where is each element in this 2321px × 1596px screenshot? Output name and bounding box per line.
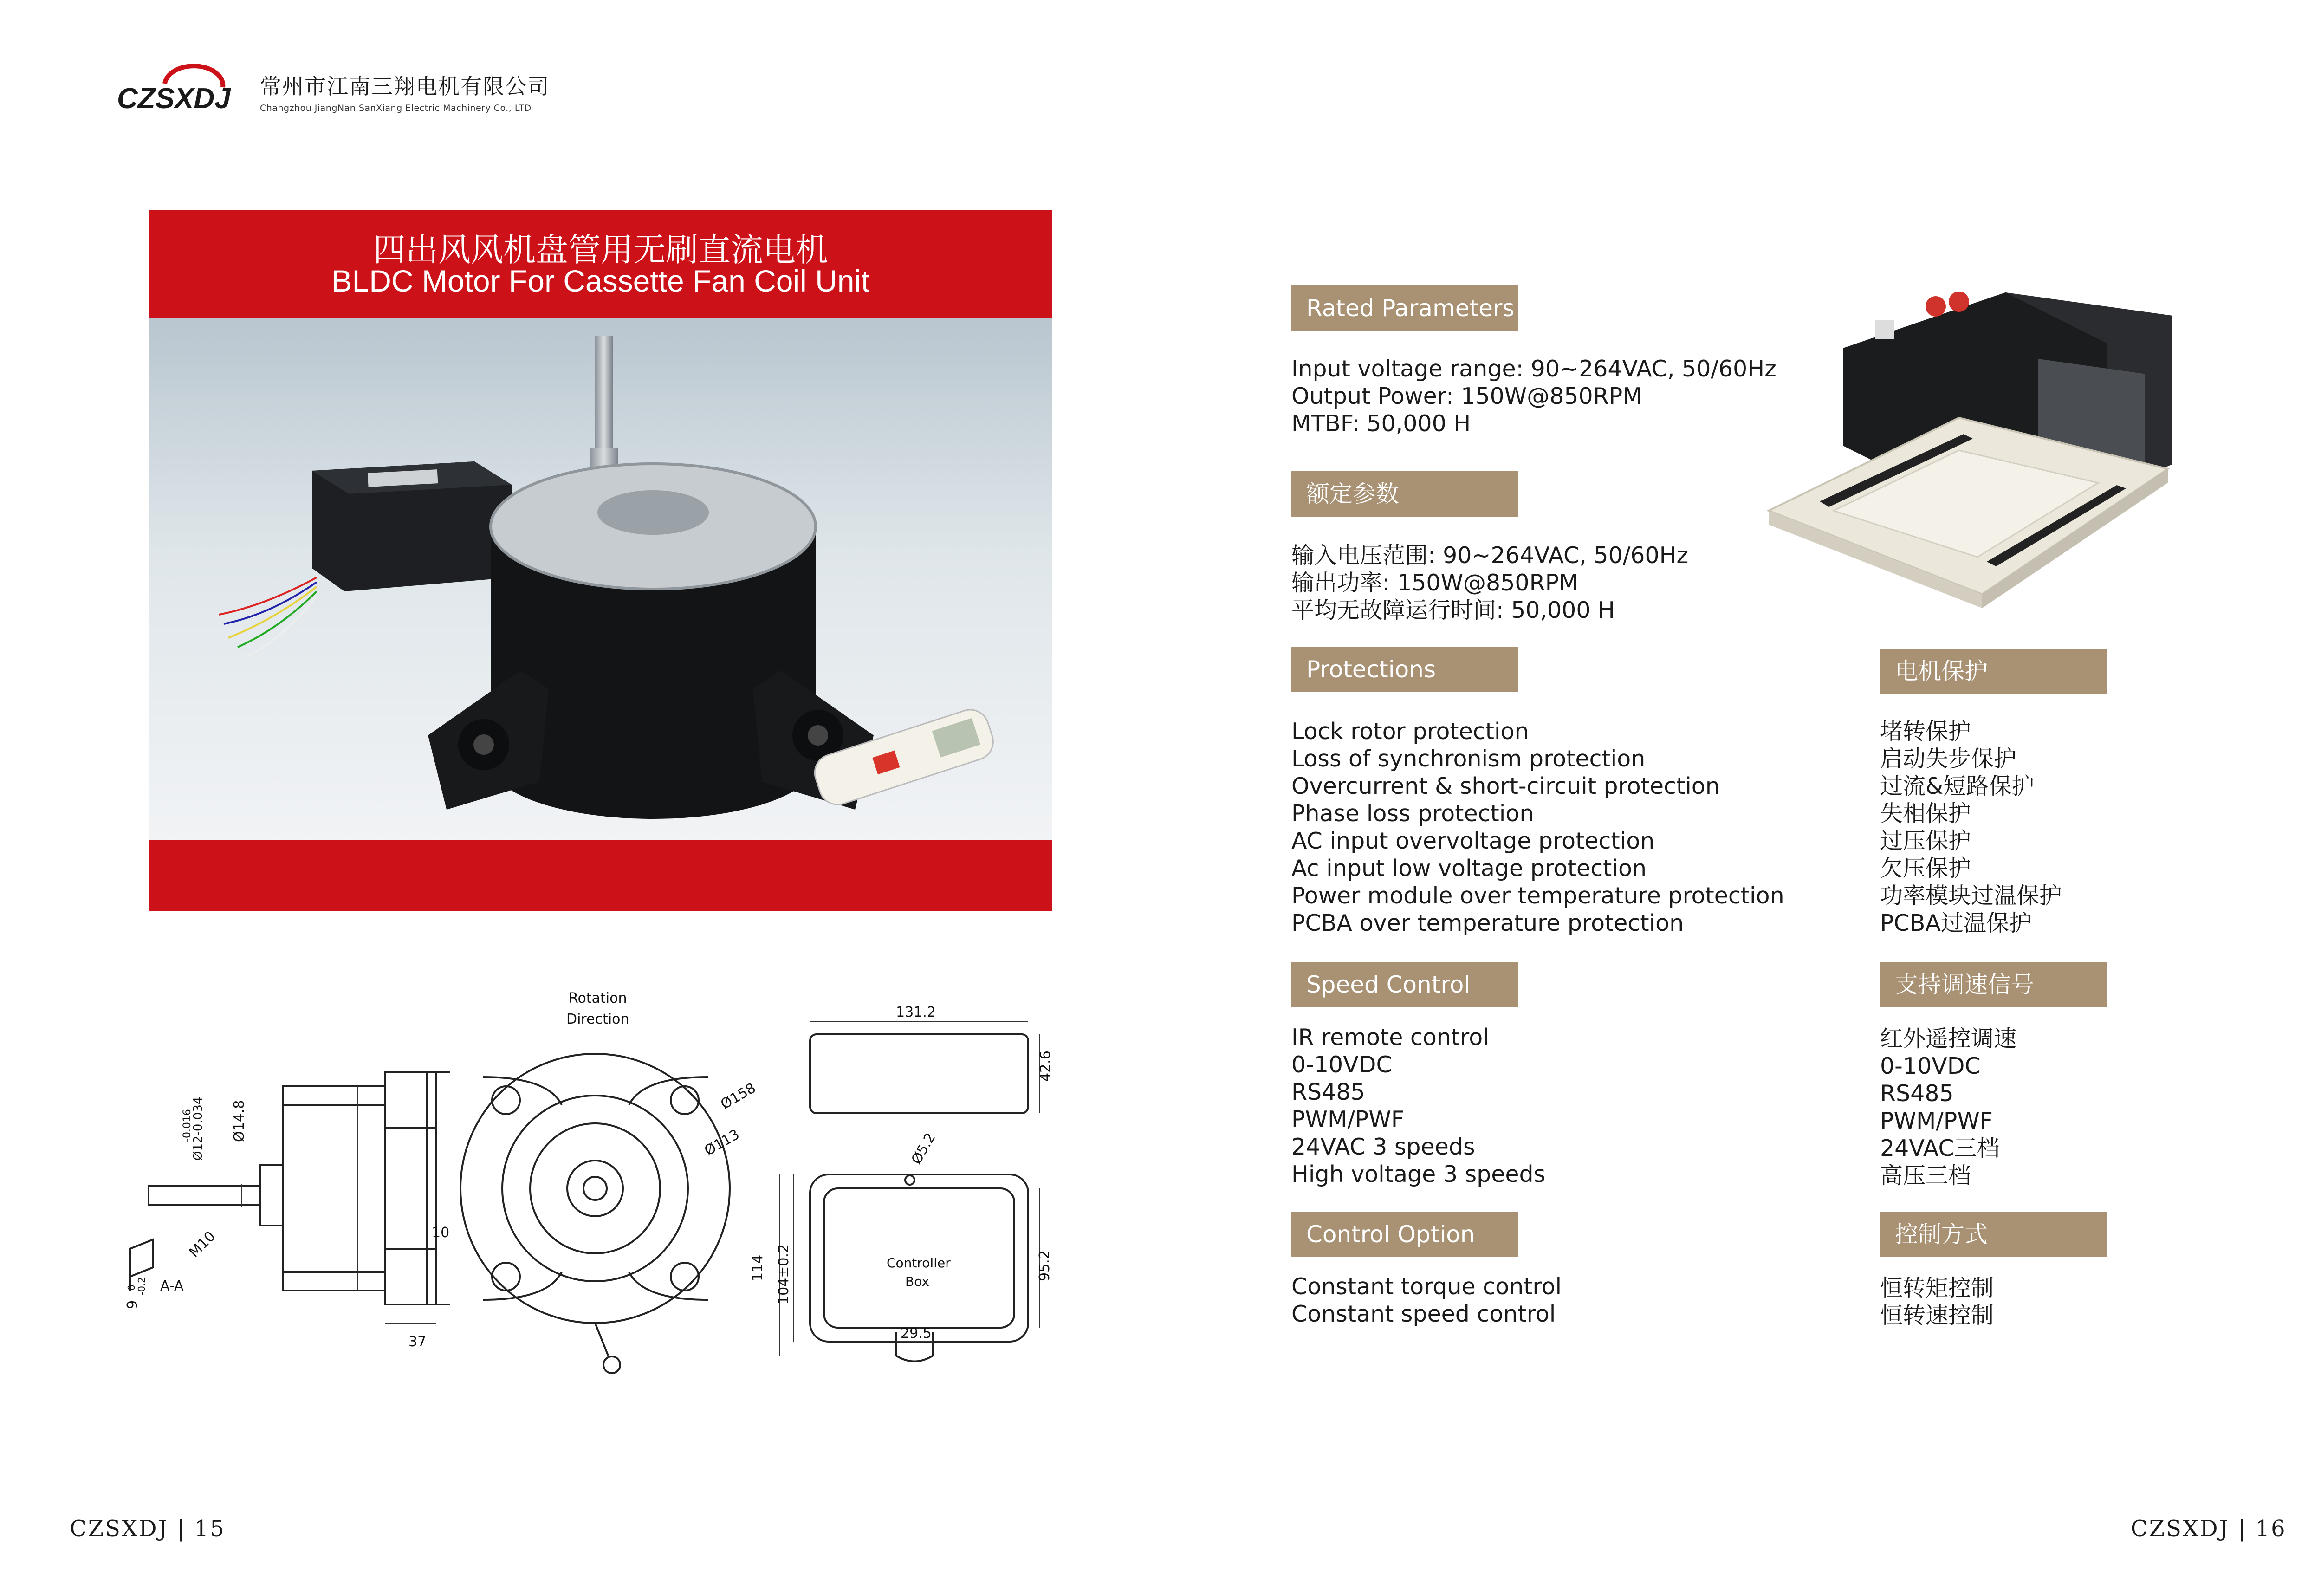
rated-cn-line-1: 输入电压范围: 90~264VAC, 50/60Hz — [1291, 542, 1689, 569]
dim-37: 37 — [408, 1334, 427, 1350]
speed-cn-line-3: RS485 — [1880, 1080, 1954, 1107]
rated-cn-line-2: 输出功率: 150W@850RPM — [1291, 570, 1579, 596]
speed-cn-line-5: 24VAC三档 — [1880, 1135, 2000, 1161]
rated-line-2: Output Power: 150W@850RPM — [1291, 383, 1642, 409]
page-number-right: CZSXDJ | 16 — [2131, 1516, 2287, 1542]
protection-line-3: Overcurrent & short-circuit protection — [1291, 773, 1720, 799]
dim-131: 131.2 — [896, 1004, 936, 1020]
dim-10: 10 — [432, 1225, 450, 1241]
protections-cn-label: 电机保护 — [1880, 649, 2107, 694]
protection-line-2: Loss of synchronism protection — [1291, 746, 1646, 772]
controller-box-label-2: Box — [905, 1274, 930, 1289]
technical-drawing — [116, 989, 1068, 1388]
product-title-en: BLDC Motor For Cassette Fan Coil Unit — [331, 264, 870, 298]
protection-line-8: PCBA over temperature protection — [1291, 910, 1684, 936]
protection-line-1: Lock rotor protection — [1291, 718, 1529, 745]
dim-14-8: Ø14.8 — [231, 1100, 247, 1142]
control-line-2: Constant speed control — [1291, 1301, 1556, 1327]
speed-control-cn-label: 支持调速信号 — [1880, 962, 2107, 1007]
dim-9: 9 — [124, 1300, 141, 1309]
protection-line-6: Ac input low voltage protection — [1291, 855, 1647, 882]
protection-cn-line-2: 启动失步保护 — [1880, 746, 2017, 772]
drawing-direction-label: Direction — [566, 1011, 629, 1027]
controller-box-label: Controller — [887, 1255, 951, 1271]
speed-line-3: RS485 — [1291, 1079, 1365, 1105]
dim-95-2: 95.2 — [1037, 1250, 1053, 1281]
product-photo-panel — [149, 210, 1052, 911]
dim-158: Ø158 — [718, 1080, 759, 1113]
speed-line-1: IR remote control — [1291, 1024, 1489, 1051]
protection-line-5: AC input overvoltage protection — [1291, 828, 1655, 854]
control-cn-line-2: 恒转速控制 — [1880, 1302, 1994, 1329]
protection-cn-line-3: 过流&短路保护 — [1880, 773, 2035, 799]
motor-photo — [149, 318, 1052, 840]
dim-12: Ø12-0.034 — [191, 1096, 205, 1161]
page-number-left: CZSXDJ | 15 — [70, 1516, 226, 1542]
rated-parameters-label: Rated Parameters — [1291, 285, 1518, 331]
controller-box-photo — [312, 461, 512, 591]
dim-104: 104±0.2 — [776, 1244, 792, 1304]
rated-line-1: Input voltage range: 90~264VAC, 50/60Hz — [1291, 356, 1776, 382]
control-option-label: Control Option — [1291, 1212, 1518, 1257]
protection-cn-line-6: 欠压保护 — [1880, 855, 1971, 882]
protection-cn-line-5: 过压保护 — [1880, 828, 1971, 854]
speed-line-6: High voltage 3 speeds — [1291, 1161, 1546, 1187]
speed-cn-line-2: 0-10VDC — [1880, 1053, 1981, 1079]
logo-text: CZSXDJ — [117, 83, 231, 115]
dim-9-lower: -0.2 — [136, 1277, 147, 1295]
speed-line-2: 0-10VDC — [1291, 1051, 1392, 1078]
company-logo — [116, 59, 255, 129]
dim-a-a: A-A — [160, 1278, 184, 1294]
company-name-en: Changzhou JiangNan SanXiang Electric Machinery Co., LTD — [260, 103, 532, 113]
speed-cn-line-4: PWM/PWF — [1880, 1108, 1993, 1134]
dim-m10: M10 — [186, 1228, 219, 1261]
control-cn-line-1: 恒转矩控制 — [1880, 1275, 1994, 1301]
dim-9-upper: 0 — [126, 1285, 137, 1291]
rated-line-3: MTBF: 50,000 H — [1291, 410, 1471, 437]
dim-42-6: 42.6 — [1037, 1051, 1054, 1082]
speed-line-4: PWM/PWF — [1291, 1106, 1404, 1133]
protections-label: Protections — [1291, 647, 1518, 692]
speed-cn-line-1: 红外遥控调速 — [1880, 1025, 2017, 1052]
company-name-cn: 常州市江南三翔电机有限公司 — [260, 74, 550, 99]
protection-cn-line-8: PCBA过温保护 — [1880, 910, 2032, 936]
protection-cn-line-4: 失相保护 — [1880, 800, 1971, 827]
speed-cn-line-6: 高压三档 — [1880, 1162, 1971, 1189]
product-title-cn: 四出风风机盘管用无刷直流电机 — [373, 231, 828, 269]
drawing-rotation-label: Rotation — [569, 990, 627, 1006]
dim-0-016: -0.016 — [182, 1109, 193, 1142]
protection-cn-line-7: 功率模块过温保护 — [1880, 882, 2062, 909]
rated-parameters-cn-label: 额定参数 — [1291, 471, 1518, 517]
control-option-cn-label: 控制方式 — [1880, 1212, 2107, 1257]
cassette-unit-photo — [1764, 251, 2205, 668]
rated-cn-line-3: 平均无故障运行时间: 50,000 H — [1291, 597, 1615, 623]
protection-line-7: Power module over temperature protection — [1291, 882, 1784, 909]
dim-114: 114 — [750, 1254, 766, 1281]
dim-5-2: Ø5.2 — [908, 1130, 939, 1167]
speed-line-5: 24VAC 3 speeds — [1291, 1134, 1475, 1160]
dim-113: Ø113 — [701, 1126, 743, 1159]
protection-line-4: Phase loss protection — [1291, 800, 1534, 827]
dim-29-5: 29.5 — [901, 1325, 932, 1342]
control-line-1: Constant torque control — [1291, 1273, 1562, 1300]
speed-control-label: Speed Control — [1291, 962, 1518, 1007]
protection-cn-line-1: 堵转保护 — [1880, 718, 1971, 745]
